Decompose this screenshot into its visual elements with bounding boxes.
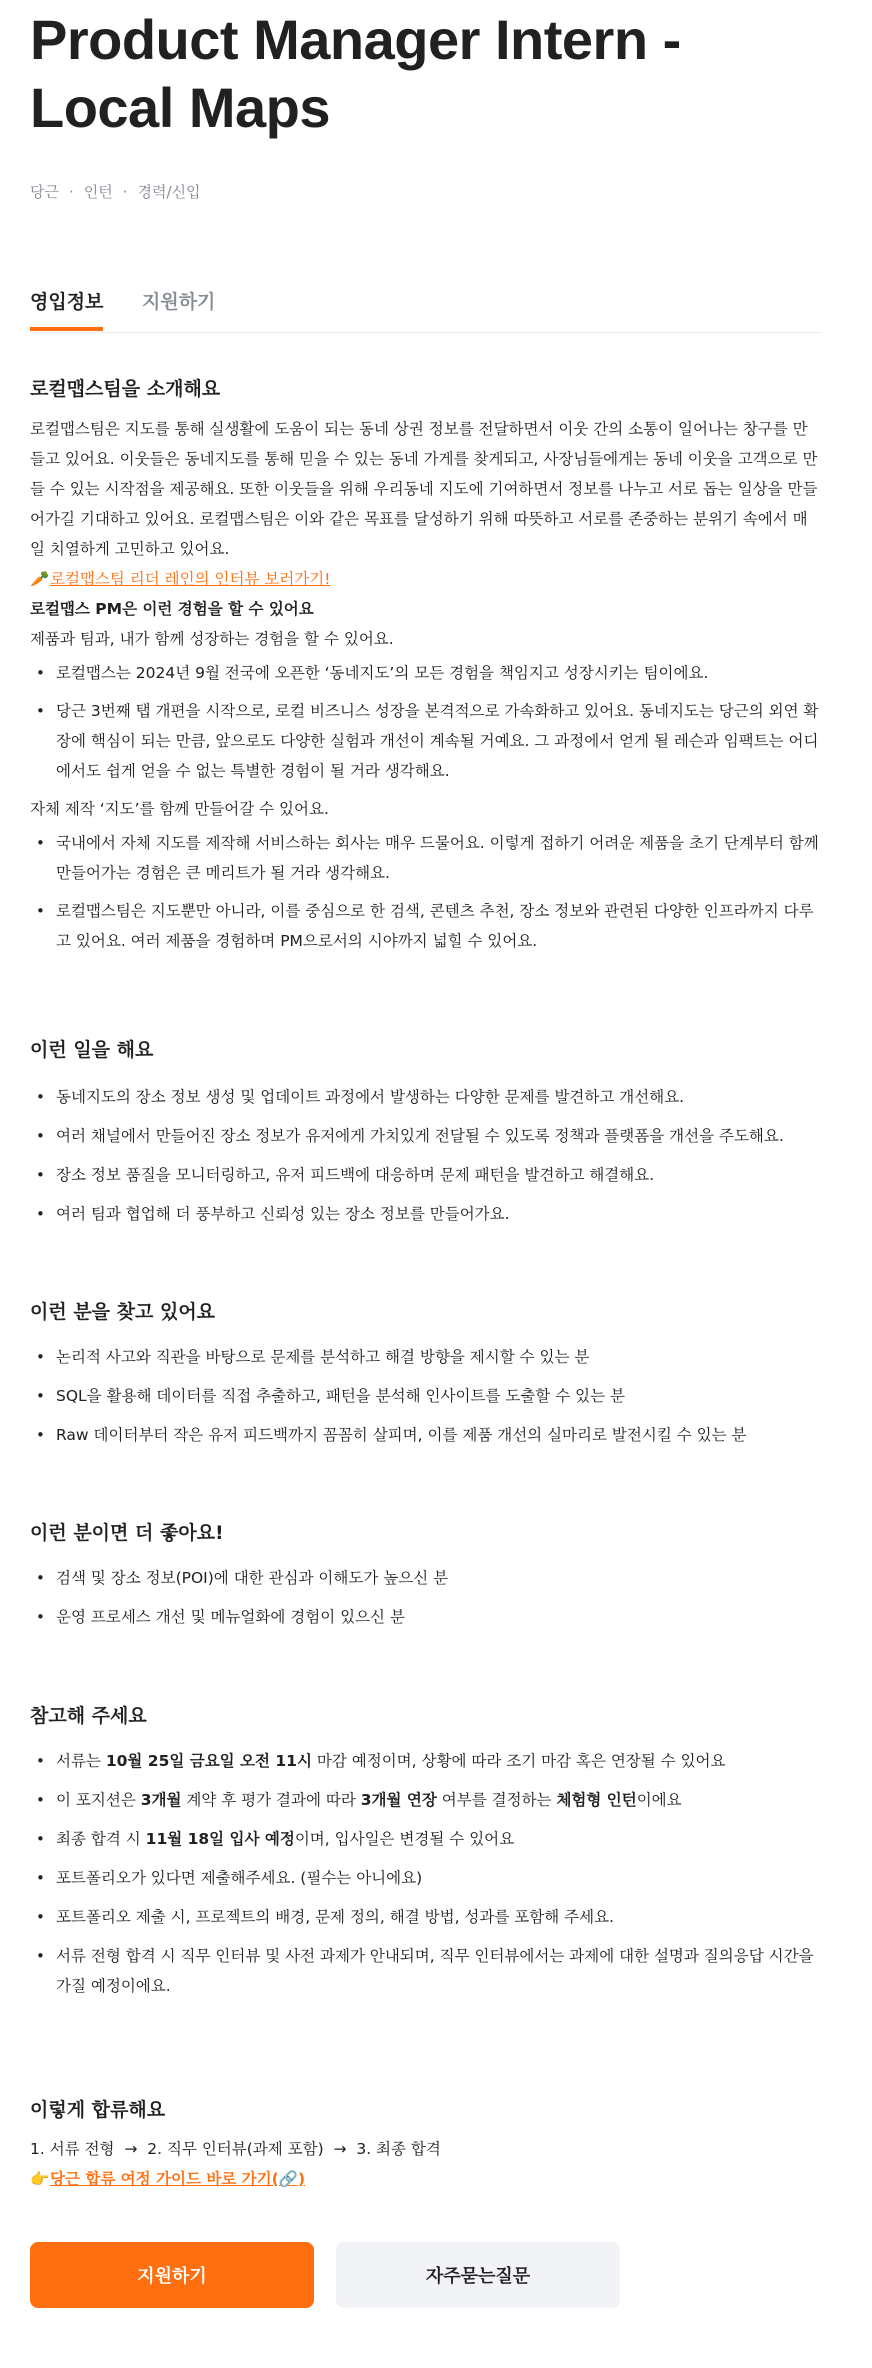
list-item: • SQL을 활용해 데이터를 직접 추출하고, 패턴을 분석해 인사이트를 도출할 수 있는 분 bbox=[30, 1381, 820, 1411]
meta-company: 당근 bbox=[30, 183, 59, 201]
list-item: • 동네지도의 장소 정보 생성 및 업데이트 과정에서 발생하는 다양한 문제를 발견하고 개선해요. bbox=[30, 1082, 820, 1112]
tab-job-info[interactable]: 영입정보 bbox=[30, 291, 104, 313]
meta-career: 경력/신입 bbox=[137, 183, 201, 201]
intro-section bbox=[30, 376, 820, 402]
list-item: • 서류 전형 합격 시 직무 인터뷰 및 사전 과제가 안내되며, 직무 인터뷰에서는 과제에 대한 설명과 질의응답 시간을 가질 예정이에요. bbox=[30, 1941, 820, 2001]
section-heading: 참고해 주세요 bbox=[30, 1705, 147, 1727]
list-item: • 여러 채널에서 만들어진 장소 정보가 유저에게 가치있게 전달될 수 있도록 정책과 플랫폼을 개선을 주도해요. bbox=[30, 1121, 820, 1151]
note-text: 여부를 결정하는 bbox=[436, 1791, 557, 1809]
list-item: • 여러 팀과 협업해 더 풍부하고 신뢰성 있는 장소 정보를 만들어가요. bbox=[30, 1199, 820, 1229]
notes-section bbox=[30, 1703, 820, 1729]
list-item: • 논리적 사고와 직관을 바탕으로 문제를 분석하고 해결 방향을 제시할 수 있는 분 bbox=[30, 1342, 820, 1372]
process-section bbox=[30, 2097, 820, 2123]
contract-note bbox=[30, 1785, 820, 1815]
pm-experience-heading: 로컬맵스 PM은 이런 경험을 할 수 있어요 bbox=[30, 600, 314, 618]
list-item: • 로컬맵스팀은 지도뿐만 아니라, 이를 중심으로 한 검색, 콘텐츠 추천, 장소 정보와 관련된 다양한 인프라까지 다루고 있어요. 여러 제품을 경험하며 PM으로서의 시야까지 넓힐 수 있어요. bbox=[30, 896, 820, 956]
duties-section bbox=[30, 1037, 820, 1063]
carrot-icon: 🥕 bbox=[30, 570, 50, 588]
growth-list bbox=[30, 658, 820, 786]
map-text: 자체 제작 ‘지도’를 함께 만들어갈 수 있어요. bbox=[30, 800, 329, 818]
preferred-section bbox=[30, 1520, 820, 1546]
intro-paragraph: 로컬맵스팀은 지도를 통해 실생활에 도움이 되는 동네 상권 정보를 전달하면서 이웃 간의 소통이 일어나는 창구를 만들고 있어요. 이웃들은 동네지도를 통해 믿을 수 있는 동네 가게를 찾게되고, 사장님들에게는 동네 이웃을 고객으로 만들 수 있는 시작점을 제공해요. 또한 이웃들을 위해 우리동네 지도에 기여하면서 정보를 나누고 서로 돕는 일상을 만들어가길 기대하고 있어요. 로컬맵스팀은 이와 같은 목표를 달성하기 위해 따뜻하고 서로를 존중하는 분위기 속에서 매일 치열하게 고민하고 있어요. bbox=[30, 420, 818, 558]
list-item: • 운영 프로세스 개선 및 메뉴얼화에 경험이 있으신 분 bbox=[30, 1602, 820, 1632]
duties-list-wrap bbox=[30, 1082, 820, 1229]
section-heading: 이런 분을 찾고 있어요 bbox=[30, 1301, 216, 1323]
apply-button[interactable]: 지원하기 bbox=[30, 2242, 314, 2308]
tab-apply[interactable]: 지원하기 bbox=[142, 291, 216, 313]
guide-link-row bbox=[30, 2164, 820, 2194]
list-item: • 당근 3번째 탭 개편을 시작으로, 로컬 비즈니스 성장을 본격적으로 가속화하고 있어요. 동네지도는 당근의 외연 확장에 핵심이 되는 만큼, 앞으로도 다양한 실험과 개선이 계속될 거예요. 그 과정에서 얻게 될 레슨과 임팩트는 어디에서도 쉽게 얻을 수 없는 특별한 경험이 될 거라 생각해요. bbox=[30, 696, 820, 786]
note-text: 이며, 입사일은 변경될 수 있어요 bbox=[294, 1830, 515, 1848]
page-title: Product Manager Intern - Local Maps bbox=[30, 8, 681, 139]
notes-list bbox=[30, 1746, 820, 2001]
intro-body bbox=[30, 414, 820, 956]
pointing-hand-icon: 👉 bbox=[30, 2170, 50, 2188]
meta-separator: · bbox=[122, 183, 128, 201]
interview-link[interactable]: 로컬맵스팀 리더 레인의 인터뷰 보러가기! bbox=[50, 570, 331, 588]
section-heading: 이런 분이면 더 좋아요! bbox=[30, 1522, 224, 1544]
start-date: 11월 18일 입사 예정 bbox=[145, 1830, 295, 1848]
guide-link[interactable]: 당근 합류 여정 가이드 바로 가기(🔗) bbox=[50, 2170, 306, 2188]
list-item: • 포트폴리오 제출 시, 프로젝트의 배경, 문제 정의, 해결 방법, 성과를 포함해 주세요. bbox=[30, 1902, 820, 1932]
map-list bbox=[30, 828, 820, 956]
note-text: 이 포지션은 bbox=[56, 1791, 141, 1809]
extension-length: 3개월 연장 bbox=[360, 1791, 437, 1809]
note-text: 계약 후 평가 결과에 따라 bbox=[181, 1791, 361, 1809]
list-item: • 장소 정보 품질을 모니터링하고, 유저 피드백에 대응하며 문제 패턴을 발견하고 해결해요. bbox=[30, 1160, 820, 1190]
contract-length: 3개월 bbox=[140, 1791, 182, 1809]
preferred-list-wrap bbox=[30, 1563, 820, 1632]
note-text: 이에요 bbox=[636, 1791, 682, 1809]
note-text: 서류는 bbox=[56, 1752, 106, 1770]
faq-button[interactable]: 자주묻는질문 bbox=[336, 2242, 620, 2308]
list-item: • 검색 및 장소 정보(POI)에 대한 관심과 이해도가 높으신 분 bbox=[30, 1563, 820, 1593]
list-item: • Raw 데이터부터 작은 유저 피드백까지 꼼꼼히 살피며, 이를 제품 개선의 실마리로 발전시킬 수 있는 분 bbox=[30, 1420, 820, 1450]
process-body bbox=[30, 2134, 820, 2194]
note-text: 마감 예정이며, 상황에 따라 조기 마감 혹은 연장될 수 있어요 bbox=[311, 1752, 726, 1770]
section-heading: 로컬맵스팀을 소개해요 bbox=[30, 378, 221, 400]
process-steps: 1. 서류 전형 → 2. 직무 인터뷰(과제 포함) → 3. 최종 합격 bbox=[30, 2140, 441, 2158]
growth-text: 제품과 팀과, 내가 함께 성장하는 경험을 할 수 있어요. bbox=[30, 630, 394, 648]
section-heading: 이런 일을 해요 bbox=[30, 1039, 154, 1061]
list-item: • 포트폴리오가 있다면 제출해주세요. (필수는 아니에요) bbox=[30, 1863, 820, 1893]
notes-list-wrap bbox=[30, 1746, 820, 2001]
intern-type: 체험형 인턴 bbox=[556, 1791, 637, 1809]
meta-type: 인턴 bbox=[83, 183, 113, 201]
section-heading: 이렇게 합류해요 bbox=[30, 2099, 166, 2121]
list-item: • 로컬맵스는 2024년 9월 전국에 오픈한 ‘동네지도’의 모든 경험을 책임지고 성장시키는 팀이에요. bbox=[30, 658, 820, 688]
start-date-note bbox=[30, 1824, 820, 1854]
requirements-list bbox=[30, 1342, 820, 1450]
preferred-list bbox=[30, 1563, 820, 1632]
deadline-note bbox=[30, 1746, 820, 1776]
deadline-date: 10월 25일 금요일 오전 11시 bbox=[105, 1752, 312, 1770]
meta-separator: · bbox=[68, 183, 74, 201]
tab-bar bbox=[30, 290, 820, 333]
duties-list bbox=[30, 1082, 820, 1229]
requirements-list-wrap bbox=[30, 1342, 820, 1450]
requirements-section bbox=[30, 1299, 820, 1325]
job-meta bbox=[30, 181, 201, 202]
interview-link-row bbox=[30, 564, 820, 594]
list-item: • 국내에서 자체 지도를 제작해 서비스하는 회사는 매우 드물어요. 이렇게 접하기 어려운 제품을 초기 단계부터 함께 만들어가는 경험은 큰 메리트가 될 거라 생각해요. bbox=[30, 828, 820, 888]
note-text: 최종 합격 시 bbox=[56, 1830, 146, 1848]
